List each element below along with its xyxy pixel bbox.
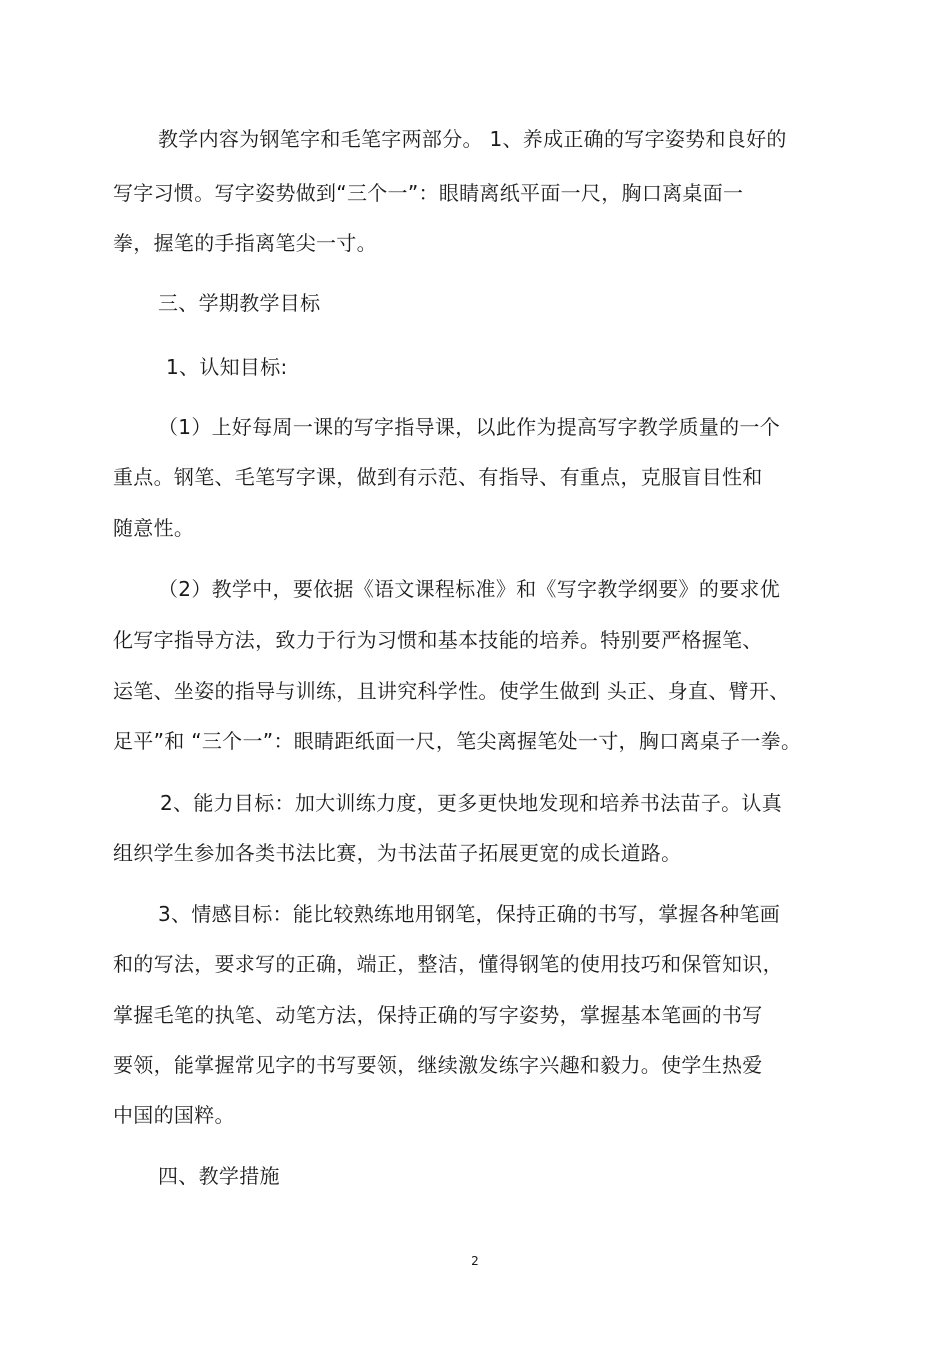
paragraph-line: 写字习惯。写字姿势做到“三个一”：眼睛离纸平面一尺，胸口离桌面一 xyxy=(113,181,744,205)
paragraph-line: 掌握毛笔的执笔、动笔方法，保持正确的写字姿势，掌握基本笔画的书写 xyxy=(113,1003,763,1027)
paragraph-line: 2、能力目标：加大训练力度，更多更快地发现和培养书法苗子。认真 xyxy=(160,791,783,815)
paragraph-line: 重点。钢笔、毛笔写字课，做到有示范、有指导、有重点，克服盲目性和 xyxy=(113,465,763,489)
paragraph-line: 和的写法，要求写的正确，端正，整洁，懂得钢笔的使用技巧和保管知识， xyxy=(113,952,783,976)
section-heading: 三、学期教学目标 xyxy=(158,291,321,315)
subsection-heading: 1、认知目标: xyxy=(166,355,288,379)
paragraph-line: 化写字指导方法，致力于行为习惯和基本技能的培养。特别要严格握笔、 xyxy=(113,628,763,652)
paragraph-line: 随意性。 xyxy=(113,516,195,540)
paragraph-line: 组织学生参加各类书法比赛，为书法苗子拓展更宽的成长道路。 xyxy=(113,841,682,865)
paragraph-line: 要领，能掌握常见字的书写要领，继续激发练字兴趣和毅力。使学生热爱 xyxy=(113,1053,763,1077)
paragraph-line: （2）教学中，要依据《语文课程标准》和《写字教学纲要》的要求优 xyxy=(158,577,781,601)
section-heading: 四、教学措施 xyxy=(158,1164,280,1188)
paragraph-line: 拳，握笔的手指离笔尖一寸。 xyxy=(113,231,377,255)
paragraph-line: 运笔、坐姿的指导与训练，且讲究科学性。使学生做到 头正、身直、臂开、 xyxy=(113,679,790,703)
paragraph-line: 教学内容为钢笔字和毛笔字两部分。 1、养成正确的写字姿势和良好的 xyxy=(158,127,787,151)
paragraph-line: （1）上好每周一课的写字指导课，以此作为提高写字教学质量的一个 xyxy=(158,415,781,439)
paragraph-line: 足平”和 “三个一”：眼睛距纸面一尺，笔尖离握笔处一寸，胸口离桌子一拳。 xyxy=(113,729,802,753)
paragraph-line: 中国的国粹。 xyxy=(113,1103,235,1127)
page-number: 2 xyxy=(471,1254,479,1268)
paragraph-line: 3、情感目标：能比较熟练地用钢笔，保持正确的书写，掌握各种笔画 xyxy=(158,902,781,926)
